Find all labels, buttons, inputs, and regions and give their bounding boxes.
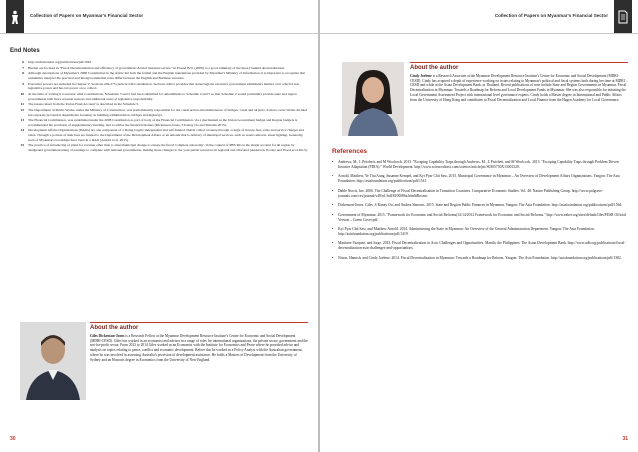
end-note-item — [10, 60, 310, 65]
end-note-text: Development Affairs Organizations (DAOs) are one component of a Doing largely independent and self-funded. DAOs collect revenue through a range of licence fees, rates and service charges and taxes. Through a portion of their fees are funded to the Department of the Development Affairs or an amount that is delivery of municipal services, such as waste removal, street lighting. Generally, each of Myanmar's townships have been in a DAO (Arnold et al. 2015). — [28, 128, 304, 142]
end-note-number: 13 — [20, 118, 24, 123]
end-note-text: Executive powers are included in Chapter V, Sections 249-275 (Article 249 Constitution. Sections 249 to provides that states/regions executive government administers matters over which it has legislative power and has tax power on to collect. — [28, 81, 299, 91]
author-text-box — [90, 322, 308, 363]
header-tab — [6, 0, 24, 34]
bullet-icon: • — [332, 174, 334, 179]
right-page — [320, 0, 638, 452]
reference-item — [332, 174, 628, 184]
header-rule — [0, 33, 318, 34]
reference-text: Government of Myanmar. 2015. "Framework for Economic and Social Reforms(12/14/2012 Framework for Economic and Social Reforms." http://www.eaber.org/sites/default/files/FESR Official Version – Green Cover.pdf. — [338, 212, 626, 222]
author-bio-text: is a Research Associate at the Myanmar Development Resource Institute's Centre for Economic and Social Development (MDRI-CESD). Cindy has acquired a depth of experience working on issues relating to Myanmar's political and fiscal systems both during her time at MDRI – CESD and while at the Asian Development Bank, in Thailand. Recent publications of note include State and Region Governments in Myanmar, Fiscal Decentralization in Myanmar: Towards a Roadmap for Reform and Local Development Funds in Myanmar. She was also responsible for initiating the Local Government Assessment Project with international level governance experts. Cindy holds a Master degree in International and Public Affairs from the University of Hong Kong and contributes to Fiscal Decentralization and Local Finance from the Hagen Academy for Local Governance. — [410, 73, 628, 102]
reference-item — [332, 203, 628, 208]
reference-item — [332, 241, 628, 251]
end-note-item — [10, 92, 310, 101]
author-name: Cindy Joelene — [410, 73, 432, 78]
end-note-text: The Department of Public Works, under the Ministry of Construction, was predominantly responsible for the construction and maintenance of bridges, roads and airports. It then covers Works divided into separate provincial departments focusing on building administration, bridges and highways. — [28, 107, 307, 117]
end-note-text: Although descriptions of Myanmar's 2008 Constitution in the article list both the formal and the English translations provided by Myanmar's Ministry of Information, it is important to recognize that sometimes interpret the practical and intergovernmental roles differ between the English and Burmese versions. — [28, 71, 306, 80]
end-note-item — [10, 102, 310, 107]
left-page — [0, 0, 318, 452]
page-number: 31 — [622, 436, 628, 442]
end-note-text: The practice of introducing of plans for revenue other than to state/municipal change to ensure the fiscal 'complete autonomy'. In the context of PBS this is the single account for all region by designated government using of earnings to complete with national governments, making those changes to the your public resources in regional and allocated (Anderson, Pooley and Wood ecol 2013). — [28, 143, 308, 152]
figure-icon — [10, 10, 20, 24]
end-note-item — [10, 71, 310, 80]
document-icon — [618, 10, 628, 24]
end-note-text: The issues raised from the Union Fund Account' is described in the Schedule 5. — [28, 102, 140, 107]
reference-item — [332, 213, 628, 223]
header-tab — [614, 0, 632, 34]
end-note-item — [10, 128, 310, 142]
running-title: Collection of Papers on Myanmar's Financial Sector — [30, 13, 144, 18]
author-photo-image — [342, 62, 404, 136]
end-note-number: 15 — [20, 143, 24, 148]
end-note-item — [10, 118, 310, 127]
bullet-icon: • — [332, 188, 334, 193]
end-note-number: 7 — [22, 65, 24, 70]
reference-text: Andrews, M., L Pritchett, and M Woolcock. 2013. "Escaping Capability Traps through Andrews, M., L Pritchett, and M Woolcock. 2013. "Escaping Capability Traps through Problem Driven Iterative Adaptation (PDIA)." World Development. http://www.sciencedirect.com/science/article/pii/S0305750X13001320. — [338, 160, 619, 169]
author-bio — [410, 74, 628, 103]
author-photo — [20, 322, 86, 400]
bullet-icon: • — [332, 160, 334, 164]
author-section-right — [342, 62, 630, 142]
end-note-text: At the time of writing it is unclear what Constitutions, Schedules 3 and 5 had been submitted for amendments to Schedule 2 and 5 so that Schedule 2 would potentially provide state and region governments with more revenue sources and additional areas of legislative responsibility. — [28, 91, 297, 101]
end-notes-title: End Notes — [10, 48, 40, 54]
end-note-text: http://unfederation.org/publications/pdf/1961 — [28, 60, 92, 64]
end-note-text: The Financial Commission, was established under the 2008 Constitution as part of body of the Financial Commission, via a mechanism as the Union Government budget and Region budgets is recommended the provision of supplementary funding, and to advise the financial matters (Dickenson-Jones, S Kanay Oo and Simonis 2015). — [28, 118, 298, 127]
end-note-text: Burden are focused in "Fiscal Decentralization and efficiency of government: A brief literature review" in Prasad B.N. (2009) to a good summary of the theory behind decentralization. — [28, 65, 285, 70]
author-bio — [90, 334, 308, 363]
author-name: Giles Dickenson-Jones — [90, 333, 125, 338]
reference-item — [332, 256, 628, 261]
end-note-number: 14 — [20, 128, 24, 133]
reference-text: Martinez-Vazquez, and Jorge. 2013. Fiscal Decentralization in Asia: Challenges and Opportunities. Manila, the Philippines: The Asian Development Bank. http://www.adb.org/publications/fiscal-decentralization-asia-challenges-and-opportunities. — [338, 241, 626, 251]
reference-text: Nixon, Hamish, and Cindy Joelene. 2014. Fiscal Decentralization in Myanmar: Towards a Roadmap for Reform. Yangon: The Asia Foundation. http://asiafoundation.org/publications/pdf/1382. — [338, 255, 622, 260]
end-notes-list — [10, 60, 310, 154]
author-heading: About the author — [90, 325, 139, 331]
end-note-number: 6 — [22, 60, 24, 64]
author-bio-text: is a Research Fellow at the Myanmar Development Resource Institute's Centre for Economic and Social Development (MDRI-CESD). Giles has worked in an economist and adviser in a range of roles for international organizations, the private sector, government and the not-for-profit sector. From 2012 to 2014 Giles worked as an Economist with the Institute for Economics and Peace where he provided advice and analysis on topics relating to peace, conflict and economic development. Before this he worked as a Policy Analyst with the Australian government, where he was involved in assessing Australia's provision of development assistance. He holds a Masters of Development from the University of Sydney and an Honours degree in Economics from the University of New England. — [90, 333, 308, 362]
end-note-number: 8 — [22, 71, 24, 76]
author-heading: About the author — [410, 65, 459, 71]
reference-item — [332, 227, 628, 237]
bullet-icon: • — [332, 203, 334, 208]
end-note-number: 11 — [20, 102, 24, 107]
bullet-icon: • — [332, 241, 334, 246]
left-header — [0, 0, 318, 34]
end-note-item — [10, 143, 310, 152]
end-note-number: 12 — [20, 107, 24, 112]
author-text-box — [410, 62, 628, 103]
end-note-item — [10, 82, 310, 91]
reference-text: Dahle Norris, Ine. 2006. The Challenge of Fiscal Decentralisation in Transition Countries. Comparative Economic Studies. Vol. 48. Nature Publishing Group. http://www.palgrave-journals.com/ces/journal/v48/n1/full/8100086a.html#Recent. — [338, 188, 604, 198]
author-photo-image — [20, 322, 86, 400]
bullet-icon: • — [332, 255, 334, 260]
page-number: 30 — [10, 436, 16, 442]
author-photo — [342, 62, 404, 136]
end-note-item — [10, 108, 310, 117]
running-title: Collection of Papers on Myanmar's Financial Sector — [494, 13, 608, 18]
right-header — [320, 0, 638, 34]
end-note-item — [10, 66, 310, 71]
references-title: References — [332, 148, 368, 155]
reference-item — [332, 189, 628, 199]
header-rule — [320, 33, 638, 34]
bullet-icon: • — [332, 226, 334, 231]
bullet-icon: • — [332, 212, 334, 217]
author-section-left — [20, 322, 308, 432]
reference-text: Dickenson-Jones, Giles, S Kanay Oo, and Andrea Simonis. 2015. State and Region Public Finances in Myanmar. Yangon: The Asia Foundation. http://asiafoundation.org/publications/pdf/1564. — [338, 203, 623, 208]
reference-text: Arnold, Matthew, Ye Thu Aung, Susanne Kempel, and Kyi Pyar Chit Saw. 2015. Municipal Governance in Myanmar – An Overview of Development Affairs Organizations. Yangon: The Asia Foundation. http://asiafoundation.org/publications/pdf/1541. — [338, 174, 620, 184]
end-note-number: 9 — [22, 81, 24, 86]
end-note-number: 10 — [20, 91, 24, 96]
reference-item — [332, 160, 628, 170]
references-list — [332, 160, 628, 265]
reference-text: Kyi Pyar Chit Saw, and Matthew Arnold. 2014. Administering the State in Myanmar: An Overview of the General Administration Department. Yangon: The Asia Foundation. http://asiafoundation.org/publications/pdf/1419. — [338, 226, 595, 236]
